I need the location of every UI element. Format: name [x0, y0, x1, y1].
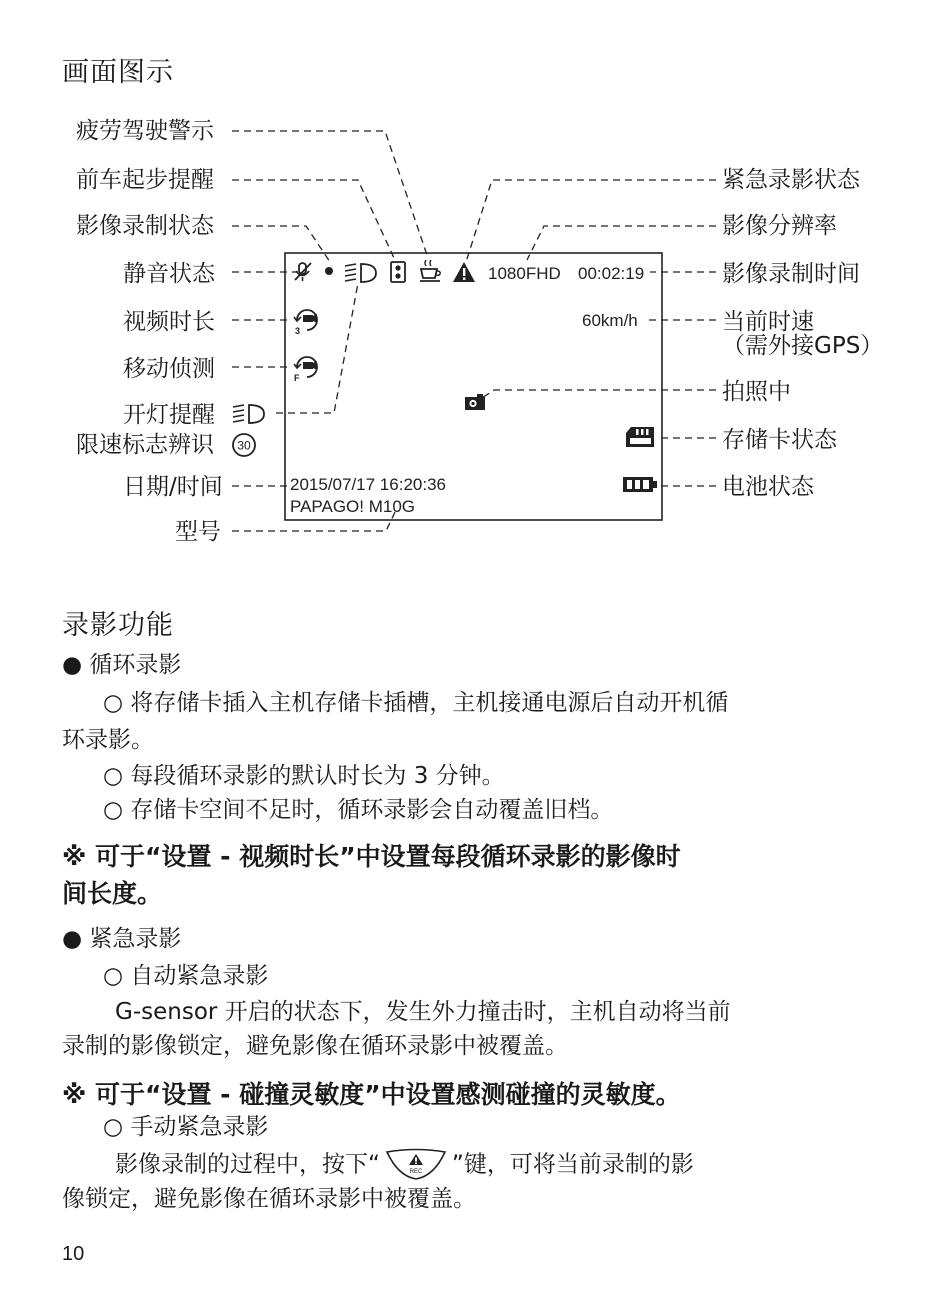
- loop-p1-line2: 环录影。: [62, 727, 154, 753]
- loop-p2: ○ 每段循环录影的默认时长为 3 分钟。: [103, 763, 505, 789]
- speed-limit-value: 30: [237, 438, 251, 453]
- auto-emergency-line1: G-sensor 开启的状态下，发生外力撞击时，主机自动将当前: [115, 999, 731, 1025]
- note1-line1: ※ 可于“设置 - 视频时长”中设置每段循环录影的影像时: [62, 842, 681, 871]
- note1-line2: 间长度。: [62, 879, 163, 908]
- label-speed: 当前时速: [722, 309, 814, 335]
- label-resolution: 影像分辨率: [722, 213, 837, 239]
- headlight-icon: [342, 262, 380, 284]
- leader-light: [276, 283, 358, 413]
- note2: ※ 可于“设置 - 碰撞灵敏度”中设置感测碰撞的灵敏度。: [62, 1080, 681, 1109]
- leader-photo: [482, 390, 716, 398]
- manual-emergency-line2: 像锁定，避免影像在循环录影中被覆盖。: [62, 1186, 476, 1212]
- leader-emergency: [466, 180, 716, 262]
- label-mute: 静音状态: [123, 261, 215, 287]
- label-emergency: 紧急录影状态: [722, 167, 860, 193]
- svg-text:3: 3: [295, 326, 301, 335]
- label-front-car: 前车起步提醒: [76, 167, 214, 193]
- screen-rec-time: 00:02:19: [578, 264, 645, 283]
- label-duration: 视频时长: [123, 309, 215, 335]
- label-model: 型号: [175, 519, 221, 545]
- rec-key-label: REC: [409, 1169, 423, 1175]
- label-speed-limit: 限速标志辨识: [76, 432, 214, 458]
- camera-icon: [464, 393, 486, 411]
- battery-icon: [622, 475, 658, 495]
- manual-emergency-line1: [115, 1148, 694, 1182]
- label-datetime: 日期/时间: [123, 474, 223, 500]
- screen-model: PAPAGO! M10G: [290, 497, 416, 516]
- manual-line1-pre: 影像录制的过程中，按下“: [115, 1151, 380, 1178]
- manual-emergency-heading: ○ 手动紧急录影: [103, 1114, 269, 1140]
- screen-section-title: 画面图示: [62, 57, 174, 88]
- speed-limit-30-icon: [231, 432, 257, 458]
- mute-icon: [292, 260, 314, 284]
- emergency-heading: ● 紧急录影: [62, 926, 182, 952]
- auto-emergency-heading: ○ 自动紧急录影: [103, 963, 269, 989]
- sd-card-icon: [624, 425, 656, 449]
- front-car-icon: [390, 261, 406, 283]
- label-speed-gps: （需外接GPS）: [722, 333, 884, 359]
- screen-datetime: 2015/07/17 16:20:36: [290, 475, 446, 494]
- rec-emergency-key-icon: [384, 1148, 448, 1182]
- record-section-title: 录影功能: [62, 610, 174, 641]
- label-rec-time: 影像录制时间: [722, 261, 860, 287]
- label-light: 开灯提醒: [123, 402, 215, 428]
- loop-p1-line1: ○ 将存储卡插入主机存储卡插槽，主机接通电源后自动开机循: [103, 690, 729, 716]
- coffee-cup-icon: [418, 258, 442, 284]
- leader-rec-status: [232, 226, 330, 262]
- svg-text:F: F: [294, 373, 300, 382]
- motion-detect-icon: [292, 352, 322, 382]
- loop-p3: ○ 存储卡空间不足时，循环录影会自动覆盖旧档。: [103, 797, 614, 823]
- page-number: 10: [62, 1243, 85, 1265]
- screen-speed: 60km/h: [582, 311, 638, 330]
- auto-emergency-line2: 录制的影像锁定，避免影像在循环录影中被覆盖。: [62, 1033, 568, 1059]
- label-battery: 电池状态: [722, 474, 814, 500]
- headlight-label-icon: [230, 403, 272, 425]
- label-photo: 拍照中: [722, 379, 791, 405]
- label-rec-status: 影像录制状态: [76, 213, 214, 239]
- manual-line1-post: ”键，可将当前录制的影: [451, 1151, 694, 1178]
- leader-resolution: [527, 226, 716, 260]
- leader-front-car: [232, 180, 394, 258]
- label-motion: 移动侦测: [123, 356, 215, 382]
- rec-dot-icon: [324, 266, 334, 276]
- loop-heading: ● 循环录影: [62, 652, 182, 678]
- diagram-lines: [0, 0, 944, 600]
- screen-resolution: 1080FHD: [488, 264, 561, 283]
- label-fatigue: 疲劳驾驶警示: [76, 118, 214, 144]
- loop-3min-icon: [292, 305, 322, 335]
- warning-icon: [451, 260, 477, 284]
- label-card: 存储卡状态: [722, 427, 837, 453]
- leader-fatigue: [232, 131, 428, 258]
